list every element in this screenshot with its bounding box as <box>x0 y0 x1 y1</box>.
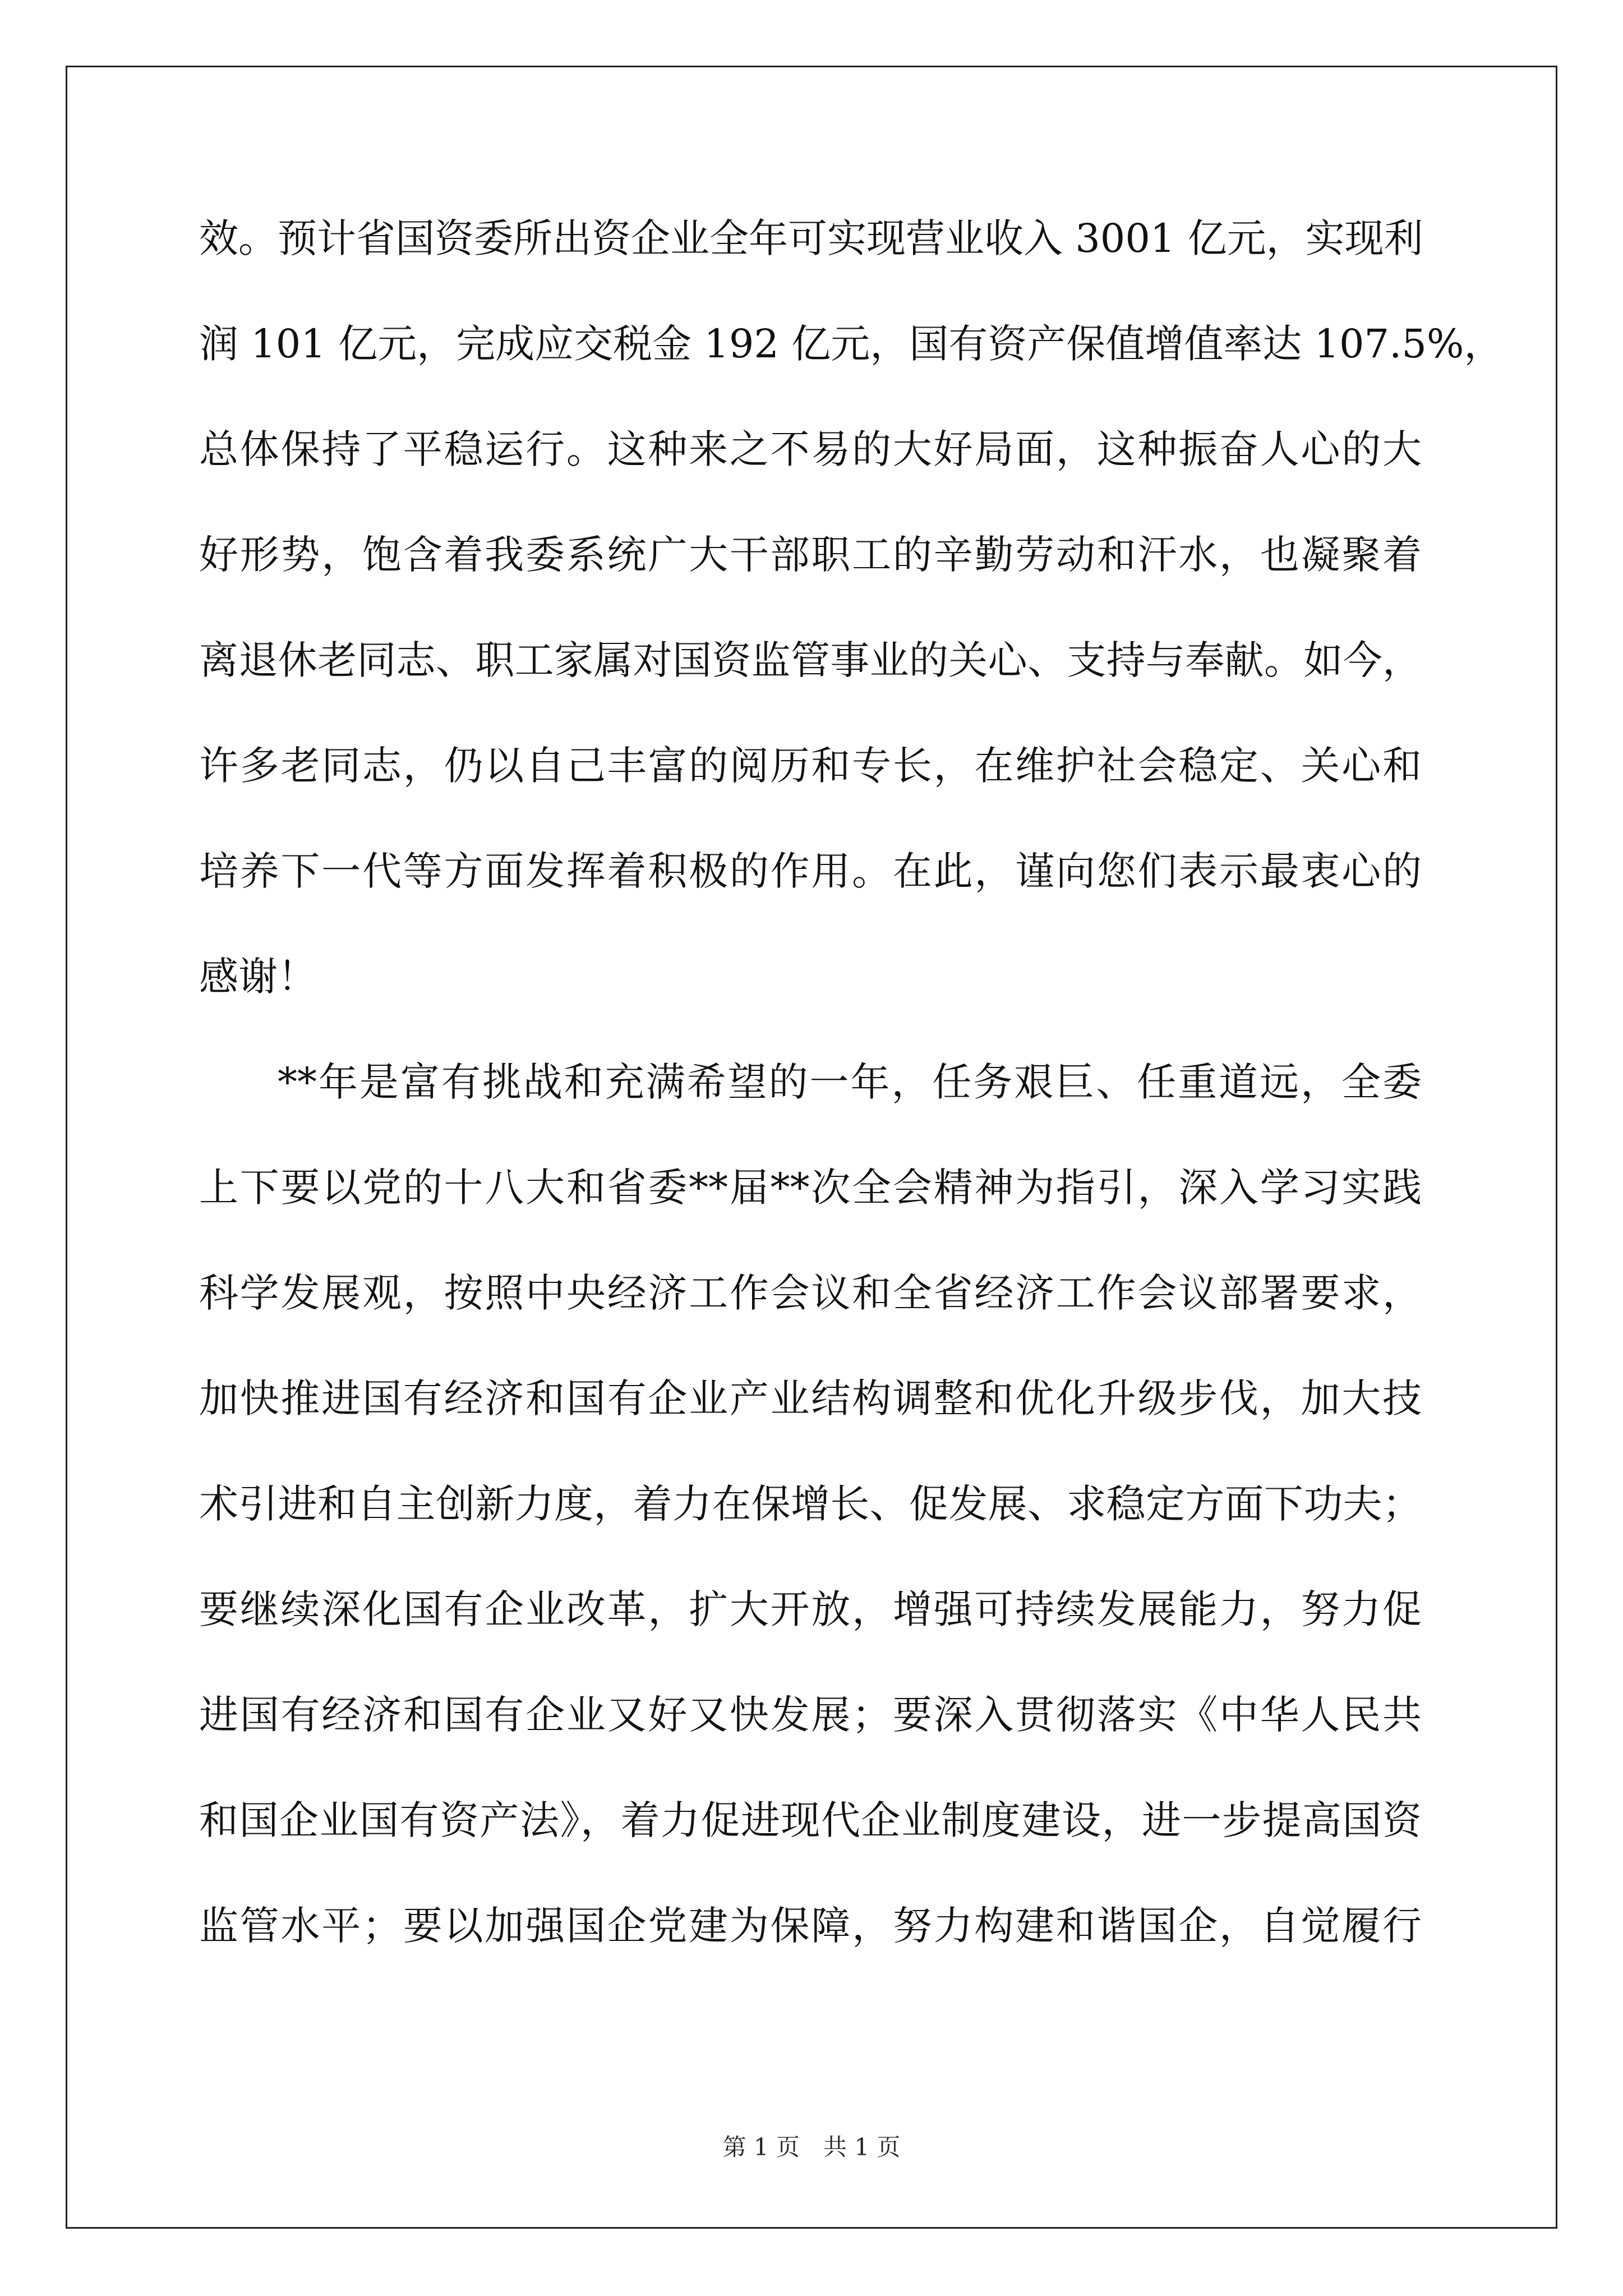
page-number-footer: 第 1 页 共 1 页 <box>722 2133 901 2161</box>
paragraph-2-line-5: 术引进和自主创新力度，着力在保增长、促发展、求稳定方面下功夫； <box>199 1481 1422 1527</box>
paragraph-1-line-7: 培养下一代等方面发挥着积极的作用。在此，谨向您们表示最衷心的 <box>199 848 1422 894</box>
paragraph-2-line-8: 和国企业国有资产法》，着力促进现代企业制度建设，进一步提高国资 <box>199 1797 1422 1843</box>
paragraph-2-line-3: 科学发展观，按照中央经济工作会议和全省经济工作会议部署要求， <box>199 1270 1422 1316</box>
paragraph-1-line-3: 总体保持了平稳运行。这种来之不易的大好局面，这种振奋人心的大 <box>199 426 1422 472</box>
paragraph-2-line-9: 监管水平；要以加强国企党建为保障，努力构建和谐国企，自觉履行 <box>199 1903 1422 1949</box>
paragraph-1-line-8: 感谢！ <box>199 954 317 1000</box>
paragraph-1-line-4: 好形势，饱含着我委系统广大干部职工的辛勤劳动和汗水，也凝聚着 <box>199 532 1422 578</box>
paragraph-2-line-2: 上下要以党的十八大和省委**届**次全会精神为指引，深入学习实践 <box>199 1165 1422 1211</box>
paragraph-1-line-5: 离退休老同志、职工家属对国资监管事业的关心、支持与奉献。如今， <box>199 637 1422 683</box>
paragraph-1-line-2: 润 101 亿元，完成应交税金 192 亿元，国有资产保值增值率达 107.5%， <box>199 321 1504 367</box>
paragraph-2-line-6: 要继续深化国有企业改革，扩大开放，增强可持续发展能力，努力促 <box>199 1586 1422 1632</box>
paragraph-2-line-4: 加快推进国有经济和国有企业产业结构调整和优化升级步伐，加大技 <box>199 1375 1422 1421</box>
paragraph-1-line-1: 效。预计省国资委所出资企业全年可实现营业收入 3001 亿元，实现利 <box>199 215 1423 261</box>
paragraph-2-line-1: **年是富有挑战和充满希望的一年，任务艰巨、任重道远，全委 <box>278 1059 1422 1105</box>
document-body <box>199 215 1504 2012</box>
paragraph-2-line-7: 进国有经济和国有企业又好又快发展；要深入贯彻落实《中华人民共 <box>199 1692 1422 1738</box>
paragraph-1-line-6: 许多老同志，仍以自己丰富的阅历和专长，在维护社会稳定、关心和 <box>199 743 1422 789</box>
